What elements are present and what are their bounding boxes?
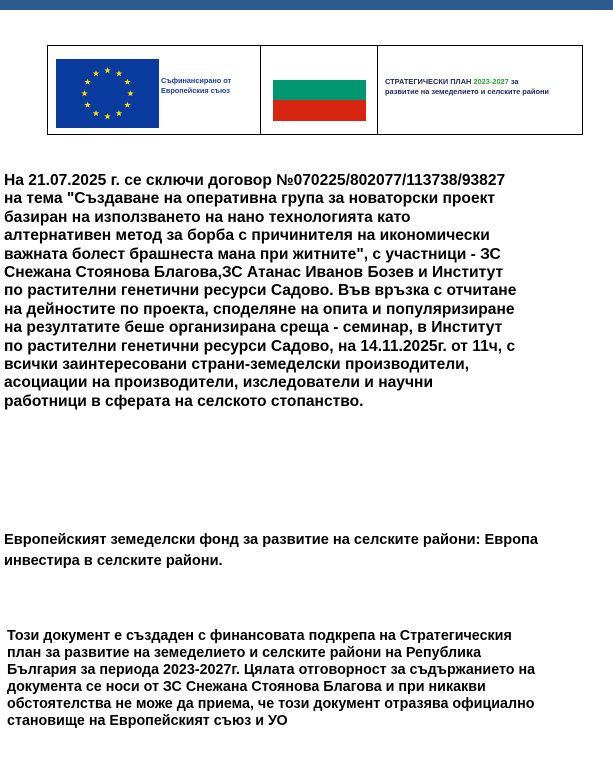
bg-flag-white-stripe: [273, 59, 366, 80]
announcement-line: Снежана Стоянова Благова,ЗС Атанас Иванов Бозев и Институт: [4, 264, 504, 282]
plan-suffix: за: [508, 77, 519, 86]
disclaimer-line: България за периода 2023-2027г. Цялата отговорност за съдържанието на: [7, 661, 536, 678]
eu-star-icon: [93, 110, 99, 116]
announcement-line: работници в сферата на селското стопанство.: [4, 392, 364, 410]
eu-star-icon: [104, 67, 110, 73]
announcement-line: на тема "Създаване на оперативна група за новаторски проект: [4, 190, 496, 208]
disclaimer-line: план за развитие на земеделието и селските райони на Република: [7, 644, 482, 661]
eafrd-line: инвестира в селските райони.: [4, 552, 223, 569]
eu-star-icon: [104, 113, 110, 119]
eu-text-line-1: Съфинансирано от: [161, 76, 232, 85]
plan-years: 2023-2027: [473, 77, 509, 86]
contract-announcement: [4, 172, 610, 411]
eu-flag-icon: [56, 59, 159, 128]
disclaimer-line: становище на Европейският съюз и УО: [7, 712, 288, 729]
strategic-plan-text: [385, 77, 549, 97]
strategic-plan-cell: [378, 46, 582, 134]
eu-star-icon: [116, 70, 122, 76]
eu-cofunded-text: [161, 76, 231, 96]
eu-star-icon: [84, 102, 90, 108]
announcement-line: на дейностите по проекта, споделяне на опита и популяризиране: [4, 300, 515, 318]
eafrd-statement: [4, 530, 610, 571]
announcement-line: базиран на използването на нано технологията като: [4, 208, 411, 226]
announcement-line: по растителни генетични ресурси Садово. Във връзка с отчитане: [4, 282, 517, 300]
eu-star-icon: [81, 90, 87, 96]
bulgarian-flag-cell: [261, 46, 378, 134]
top-accent-bar: [0, 0, 613, 10]
disclaimer-line: документа се носи от ЗС Снежана Стоянова Благова и при никакви: [7, 678, 486, 695]
announcement-line: по растителни генетични ресурси Садово, на 14.11.2025г. от 11ч, с: [4, 337, 516, 355]
announcement-line: алтернативен метод за борба с причинителя на икономически: [4, 227, 490, 245]
bg-flag-red-stripe: [273, 100, 366, 121]
announcement-line: важната болест брашнеста мана при житните", с участници - ЗС: [4, 245, 501, 263]
bg-flag-green-stripe: [273, 80, 366, 101]
eu-star-icon: [84, 79, 90, 85]
funding-banner: [47, 45, 583, 135]
eu-logo-cell: [48, 46, 261, 134]
plan-line-1: [385, 77, 549, 87]
eu-star-icon: [93, 70, 99, 76]
bulgarian-flag-icon: [273, 59, 366, 121]
announcement-line: На 21.07.2025 г. се сключи договор №070225/802077/113738/93827: [4, 172, 506, 189]
announcement-line: асоциации на производители, изследователи и научни: [4, 374, 434, 392]
announcement-line: всички заинтересовани страни-земеделски производители,: [4, 356, 470, 374]
disclaimer: [7, 628, 610, 729]
eu-stars: [56, 59, 159, 128]
plan-prefix: СТРАТЕГИЧЕСКИ ПЛАН: [385, 77, 474, 86]
eu-star-icon: [127, 90, 133, 96]
eafrd-line: Европейският земеделски фонд за развитие на селските райони: Европа: [4, 532, 538, 548]
disclaimer-line: Този документ е създаден с финансовата подкрепа на Стратегическия: [7, 628, 512, 644]
disclaimer-line: обстоятелства не може да приема, че този документ отразява официално: [7, 695, 535, 712]
eu-star-icon: [116, 110, 122, 116]
eu-star-icon: [124, 79, 130, 85]
announcement-line: на резултатите беше организирана среща - семинар, в Институт: [4, 319, 503, 337]
eu-star-icon: [124, 102, 130, 108]
plan-line-2: развитие на земеделието и селските райони: [385, 87, 549, 96]
eu-text-line-2: Европейския съюз: [161, 86, 230, 95]
